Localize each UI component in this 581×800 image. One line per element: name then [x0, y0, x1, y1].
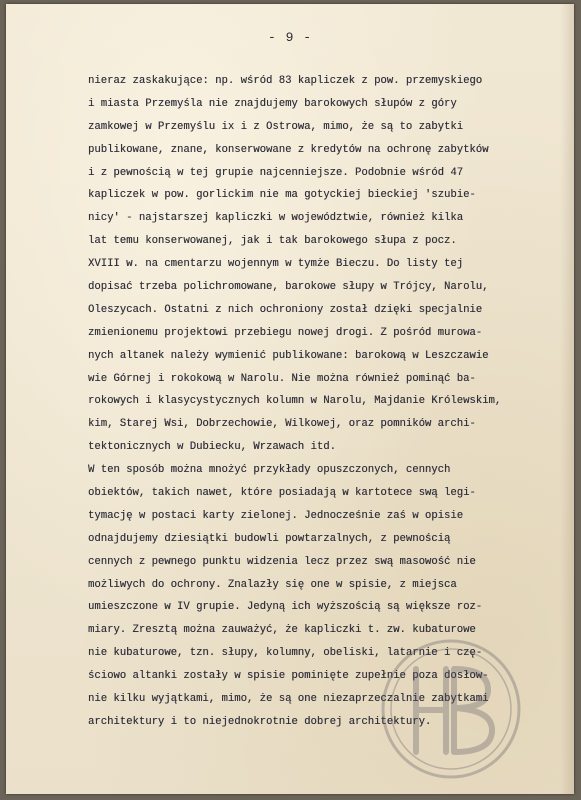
text-line: dopisać trzeba polichromowane, barokowe słupy w Trójcy, Narolu,: [88, 281, 489, 294]
text-line: kapliczek w pow. gorlickim nie ma gotyckiej bieckiej 'szubie-: [88, 189, 476, 202]
text-line: cennych z pewnego punktu widzenia lecz przez swą masowość nie: [88, 555, 476, 568]
text-line: nych altanek należy wymienić publikowane: barokową w Leszczawie: [88, 349, 489, 362]
text-line: tektonicznych w Dubiecku, Wrzawach itd.: [88, 441, 336, 454]
text-line: lat temu konserwowanej, jak i tak barokowego słupa z pocz.: [88, 235, 457, 248]
text-line: nie kubaturowe, tzn. słupy, kolumny, obeliski, latarnie i czę-: [88, 647, 483, 660]
text-line: architektury i to niejednokrotnie dobrej architektury.: [88, 715, 432, 728]
text-line: i miasta Przemyśla nie znajdujemy barokowych słupów z góry: [88, 97, 457, 110]
text-line: Oleszycach. Ostatni z nich ochroniony został dzięki specjalnie: [88, 303, 483, 316]
text-line: rokowych i klasycystycznych kolumn w Narolu, Majdanie Królewskim,: [88, 395, 502, 408]
text-line: kim, Starej Wsi, Dobrzechowie, Wilkowej, oraz pomników archi-: [88, 418, 476, 431]
text-line: możliwych do ochrony. Znalazły się one w spisie, z miejsca: [88, 578, 457, 591]
text-line: nicy' - najstarszej kapliczki w województwie, również kilka: [88, 212, 464, 225]
document-page: [6, 4, 574, 794]
text-line: tymację w postaci karty zielonej. Jednocześnie zaś w opisie: [88, 509, 464, 522]
text-line: miary. Zresztą można zauważyć, że kapliczki t. zw. kubaturowe: [88, 624, 476, 637]
text-line: obiektów, takich nawet, które posiadają w kartotece swą legi-: [88, 487, 476, 500]
text-line: umieszczone w IV grupie. Jedyną ich wyższością są większe roz-: [88, 601, 483, 614]
page-edge-shadow: [560, 4, 574, 794]
text-line: odnajdujemy dziesiątki budowli powtarzalnych, z pewnością: [88, 532, 451, 545]
text-line: i z pewnością w tej grupie najcenniejsze. Podobnie wśród 47: [88, 166, 464, 179]
text-line: zamkowej w Przemyślu ix i z Ostrowa, mimo, że są to zabytki: [88, 120, 464, 133]
library-stamp-watermark: [376, 634, 526, 784]
text-line: XVIII w. na cmentarzu wojennym w tymże Bieczu. Do listy tej: [88, 258, 464, 271]
text-line: nie kilku wyjątkami, mimo, że są one niezaprzeczalnie zabytkami: [88, 693, 489, 706]
text-line: wie Górnej i rokokową w Narolu. Nie można również pominąć ba-: [88, 372, 476, 385]
text-line: publikowane, znane, konserwowane z kredytów na ochronę zabytków: [88, 143, 489, 156]
text-line: nieraz zaskakujące: np. wśród 83 kapliczek z pow. przemyskiego: [88, 75, 483, 87]
page-number: - 9 -: [267, 30, 312, 45]
text-line: W ten sposób można mnożyć przykłady opuszczonych, cennych: [88, 464, 451, 477]
text-line: ściowo altanki zostały w spisie pominięte zupełnie poza dosłow-: [88, 670, 489, 683]
text-line: zmienionemu projektowi przebiegu nowej drogi. Z pośród murowa-: [88, 326, 483, 339]
